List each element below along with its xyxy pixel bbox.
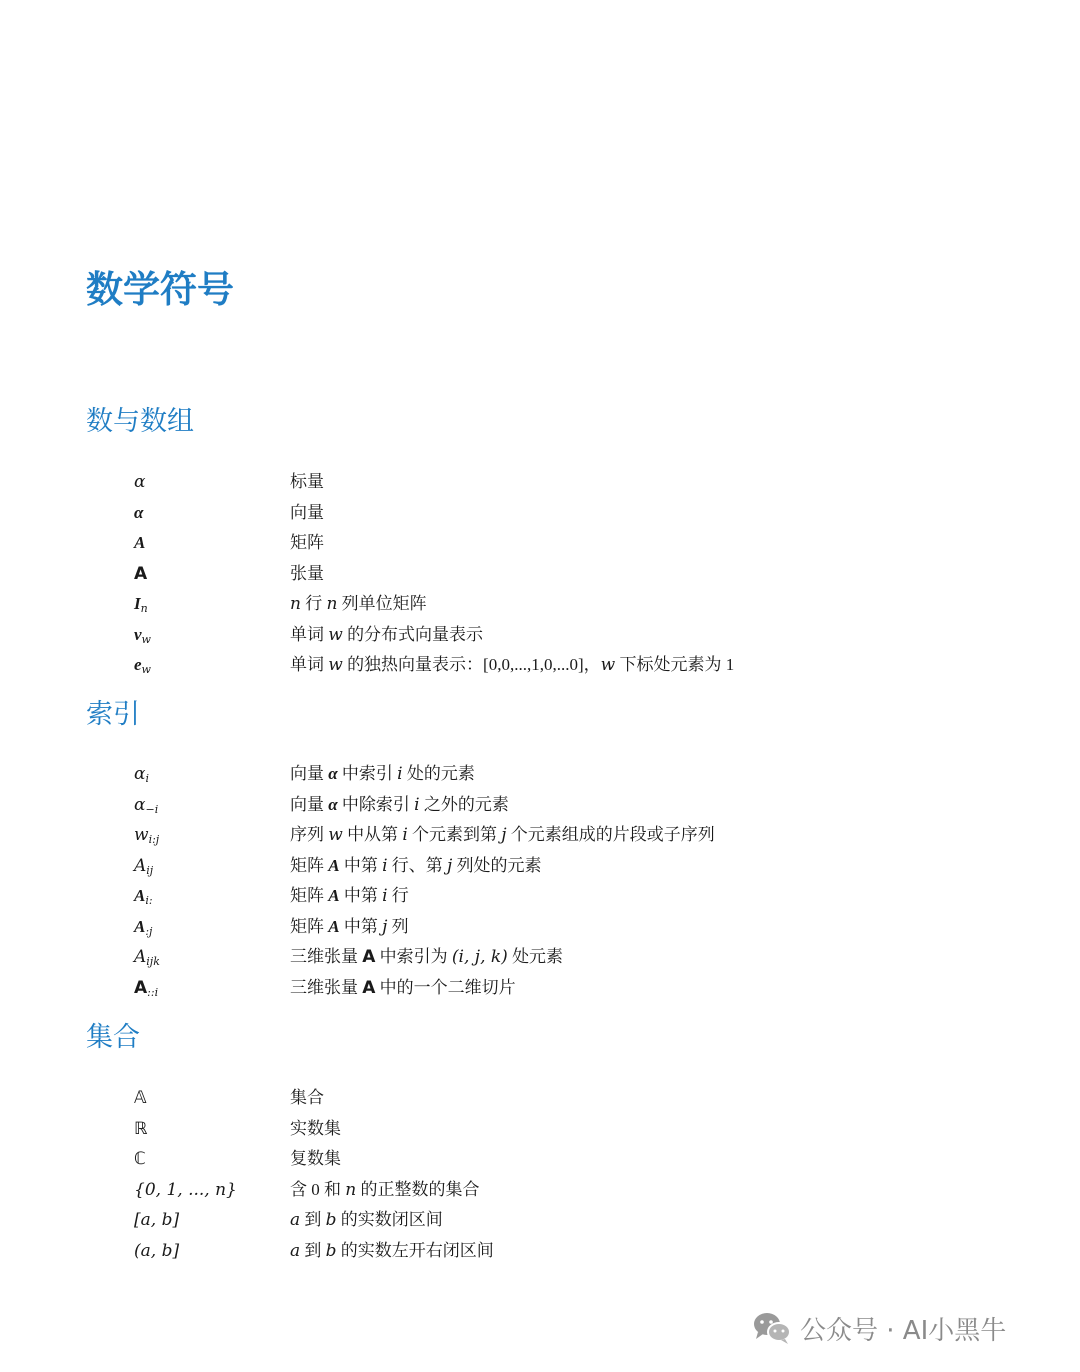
table-row xyxy=(134,912,934,943)
section-title-sets: 集合 xyxy=(86,1022,140,1053)
index-table xyxy=(134,759,934,1003)
page-title: 数学符号 xyxy=(86,268,234,311)
description: 向量 xyxy=(290,502,324,522)
symbol: $\alpha_i$ xyxy=(134,764,150,785)
symbol: $A_{:j}$ xyxy=(134,916,153,938)
sets-table xyxy=(134,1083,934,1266)
symbol: [a, b] xyxy=(134,1210,180,1230)
table-row xyxy=(134,942,934,973)
table-row xyxy=(134,790,934,821)
description: 矩阵 xyxy=(290,533,324,552)
table-row xyxy=(134,559,934,590)
table-row xyxy=(134,1236,934,1267)
description: 单词 w 的独热向量表示：[0,0,...,1,0,...0]，w 下标处元素为 1 xyxy=(290,655,735,675)
symbol: {0, 1, ..., n} xyxy=(134,1179,237,1200)
description: 复数集 xyxy=(290,1149,341,1168)
table-row xyxy=(134,1083,934,1114)
description: 含 0 和 n 的正整数的集合 xyxy=(290,1179,480,1200)
table-row xyxy=(134,467,934,498)
symbol: 𝔸 xyxy=(134,1088,147,1108)
table-row xyxy=(134,650,934,681)
symbol: $A_{::i}$ xyxy=(134,977,159,999)
description: 标量 xyxy=(290,472,324,491)
table-row xyxy=(134,1205,934,1236)
description: a 到 b 的实数左开右闭区间 xyxy=(290,1240,494,1261)
section-title-index: 索引 xyxy=(86,699,140,730)
watermark-text: 公众号 · AI小黑牛 xyxy=(800,1315,1007,1346)
table-row xyxy=(134,973,934,1004)
symbol: ℂ xyxy=(134,1149,146,1169)
description: 三维张量 A 中索引为 (i, j, k) 处元素 xyxy=(290,947,564,967)
description: 矩阵 A 中第 i 行、第 j 列处的元素 xyxy=(290,855,542,876)
numbers-table xyxy=(134,467,934,681)
description: 向量 α 中索引 i 处的元素 xyxy=(290,764,475,784)
symbol: $v_w$ xyxy=(134,624,151,646)
watermark xyxy=(752,1308,1006,1348)
table-row xyxy=(134,620,934,651)
symbol: $w_{i:j}$ xyxy=(134,825,160,846)
table-row xyxy=(134,498,934,529)
description: 序列 w 中从第 i 个元素到第 j 个元素组成的片段或子序列 xyxy=(290,825,715,845)
table-row xyxy=(134,1175,934,1206)
symbol: $A_{ijk}$ xyxy=(134,947,160,968)
section-title-numbers: 数与数组 xyxy=(86,406,194,437)
symbol: $I_n$ xyxy=(134,594,148,615)
symbol: $A_{ij}$ xyxy=(134,855,154,877)
description: a 到 b 的实数闭区间 xyxy=(290,1210,443,1230)
symbol: $\alpha_{-i}$ xyxy=(134,794,159,816)
table-row xyxy=(134,589,934,620)
symbol: α xyxy=(134,502,144,522)
symbol: A xyxy=(134,533,146,552)
description: n 行 n 列单位矩阵 xyxy=(290,594,427,614)
table-row xyxy=(134,851,934,882)
description: 张量 xyxy=(290,563,324,583)
symbol: A xyxy=(134,563,148,584)
table-row xyxy=(134,1144,934,1175)
symbol: $e_w$ xyxy=(134,655,151,676)
description: 单词 w 的分布式向量表示 xyxy=(290,624,484,645)
table-row xyxy=(134,881,934,912)
description: 实数集 xyxy=(290,1118,341,1138)
description: 集合 xyxy=(290,1088,324,1107)
table-row xyxy=(134,1114,934,1145)
description: 向量 α 中除索引 i 之外的元素 xyxy=(290,794,509,815)
description: 三维张量 A 中的一个二维切片 xyxy=(290,977,516,998)
symbol: ℝ xyxy=(134,1118,148,1139)
symbol: α xyxy=(134,472,146,492)
wechat-icon xyxy=(752,1310,792,1346)
symbol: (a, b] xyxy=(134,1240,180,1261)
description: 矩阵 A 中第 i 行 xyxy=(290,886,409,906)
table-row xyxy=(134,528,934,559)
table-row xyxy=(134,759,934,790)
symbol: $A_{i:}$ xyxy=(134,886,153,907)
table-row xyxy=(134,820,934,851)
description: 矩阵 A 中第 j 列 xyxy=(290,916,409,937)
